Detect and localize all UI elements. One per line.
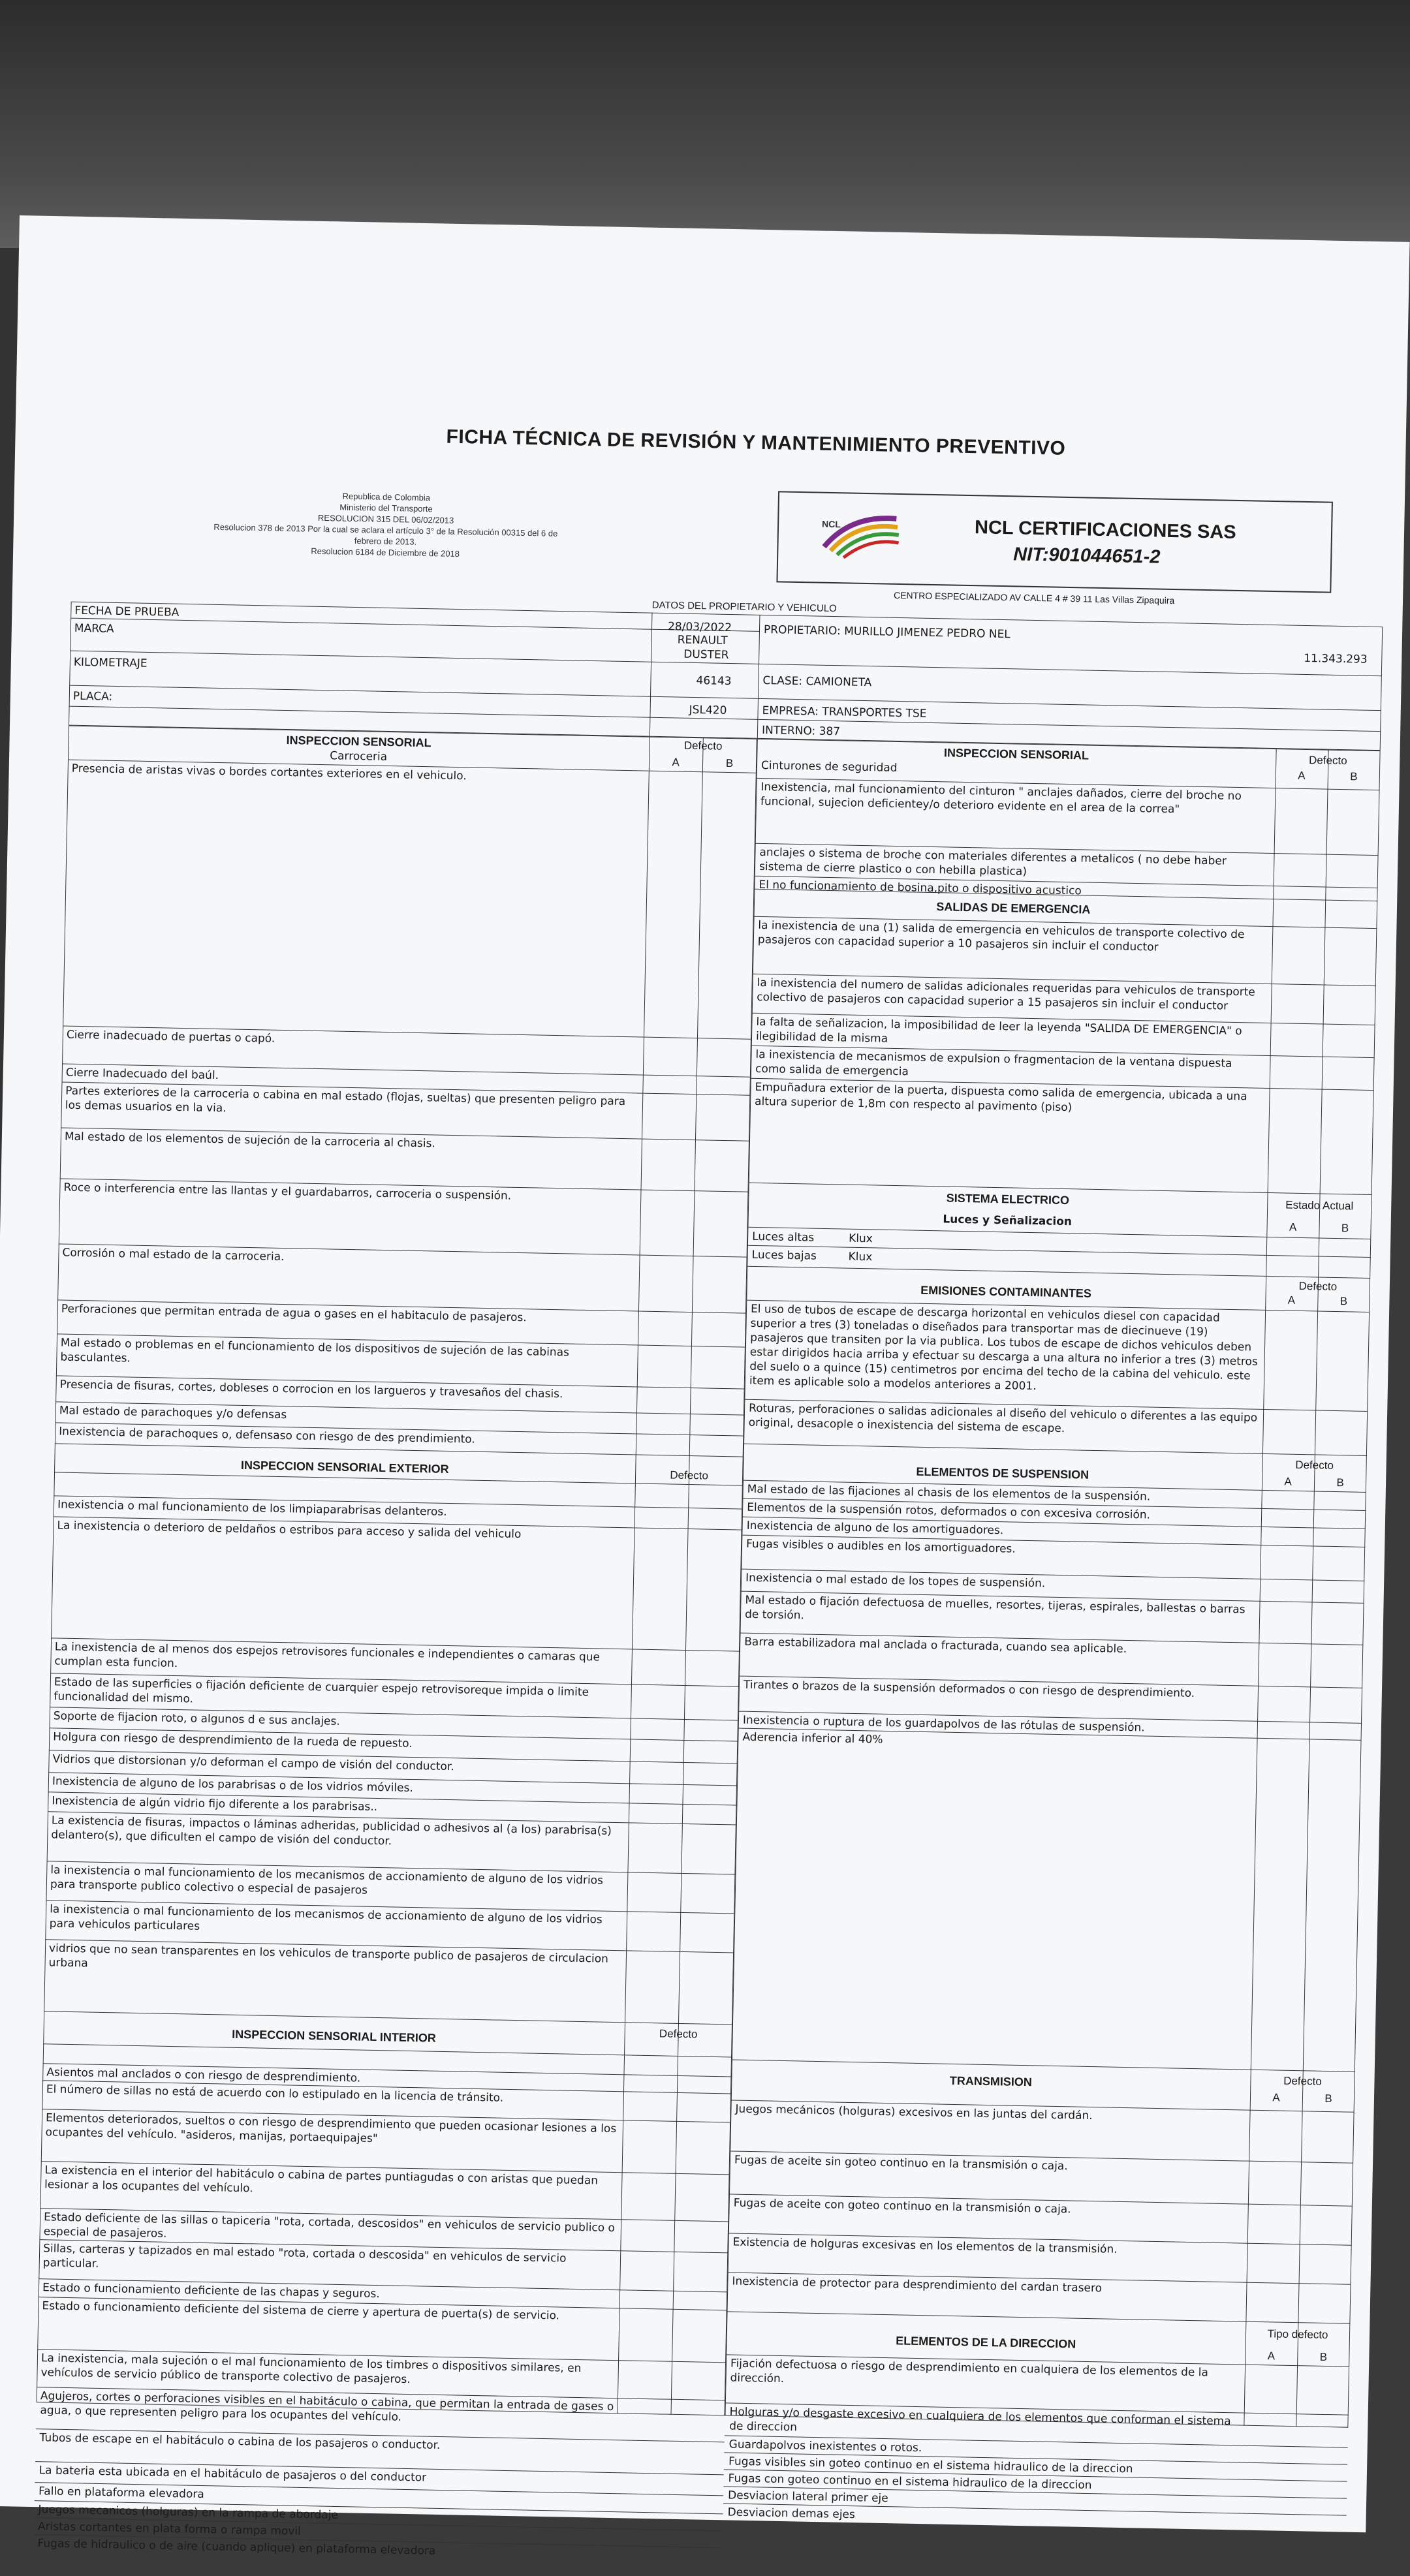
clase: CLASE: CAMIONETA bbox=[762, 674, 872, 690]
defecto-header: Defecto bbox=[659, 2027, 698, 2041]
checklist-item: anclajes o sistema de broche con materiales diferentes a metalicos ( no debe haber sistema de cierre plastico o con hebilla plastica) bbox=[759, 845, 1227, 878]
salidas-title: SALIDAS DE EMERGENCIA bbox=[936, 900, 1091, 916]
company-name: NCL CERTIFICACIONES SAS bbox=[974, 517, 1236, 543]
checklist-item: Barra estabilizadora mal anclada o fracturada, cuando sea aplicable. bbox=[744, 1635, 1127, 1656]
checklist-item: Juegos mecánicos (holguras) excesivos en las juntas del cardán. bbox=[735, 2102, 1093, 2123]
checklist-item: Fugas con goteo continuo en el sistema hidraulico de la direccion bbox=[728, 2472, 1092, 2492]
defecto-header: Defecto bbox=[670, 1468, 709, 1482]
checklist-item: Elementos deteriorados, sueltos o con riesgo de desprendimiento que pueden ocasionar lesiones a los ocupantes del vehículo. "asideros, manijas, portaequipajes" bbox=[45, 2111, 617, 2146]
checklist-item: la inexistencia o mal funcionamiento de los mecanismos de accionamiento de alguno de los vidrios para vehiculos particulares bbox=[49, 1902, 603, 1933]
col-a-label: A bbox=[1287, 1294, 1296, 1307]
checklist-item: Desviacion lateral primer eje bbox=[727, 2489, 888, 2506]
checklist-item: La inexistencia o deterioro de peldaños o estribos para acceso y salida del vehiculo bbox=[57, 1519, 522, 1542]
checklist-item: Holguras y/o desgaste excesivo en cualquiera de los elementos que conforman el sistema de direccion bbox=[728, 2405, 1231, 2434]
checklist-item: Inexistencia de parachoques o, defensaso con riesgo de des prendimiento. bbox=[59, 1425, 475, 1446]
checklist-item: Soporte de fijacion roto, o algunos d e sus anclajes. bbox=[53, 1709, 340, 1728]
defecto-header: Defecto bbox=[683, 739, 723, 753]
checklist-item: Fugas visibles o audibles en los amortiguadores. bbox=[745, 1537, 1016, 1556]
checklist-item: Asientos mal anclados o con riesgo de desprendimiento. bbox=[46, 2066, 361, 2085]
exterior-title: INSPECCION SENSORIAL EXTERIOR bbox=[240, 1458, 449, 1476]
svg-text:NCL: NCL bbox=[821, 518, 841, 530]
col-b-label: B bbox=[725, 756, 734, 770]
checklist-item: la falta de señalizacion, la imposibilidad de leer la leyenda "SALIDA DE EMERGENCIA" o ilegibilidad de la misma bbox=[755, 1015, 1242, 1046]
checklist-item: Mal estado de los elementos de sujeción de la carroceria al chasis. bbox=[64, 1130, 436, 1151]
checklist-item: Partes exteriores de la carroceria o cabina en mal estado (flojas, sueltas) que presenten peligro para los demas usuarios en la via. bbox=[65, 1084, 626, 1115]
checklist-item: Holgura con riesgo de desprendimiento de la rueda de repuesto. bbox=[53, 1730, 413, 1750]
defecto-header: Defecto bbox=[1283, 2074, 1322, 2088]
owner-section-title: DATOS DEL PROPIETARIO Y VEHICULO bbox=[651, 599, 837, 615]
checklist-item: El uso de tubos de escape de descarga horizontal en vehiculos diesel con capacidad superior a tres (3) toneladas o diseñados para transportar mas de diecinueve (19) pasajeros que transiten por la via publica. Los tubos de escape de dichos vehiculos deben estar dirigidos hacia arriba y efectuar su descarga a una altura no inferior a tres (3) metros del suelo o a quince (15) centimetros por encima del techo de la cabina del vehiculo. este item es aplicable solo a modelos anteriores a 2001. bbox=[749, 1302, 1258, 1393]
marca-model: DUSTER bbox=[683, 647, 729, 662]
suspension-title: ELEMENTOS DE SUSPENSION bbox=[916, 1465, 1089, 1482]
company-center-address: CENTRO ESPECIALIZADO AV CALLE 4 # 39 11 Las Villas Zipaquira bbox=[893, 589, 1175, 606]
checklist-item: la inexistencia de una (1) salida de emergencia en vehiculos de transporte colectivo de pasajeros con capacidad superior a 10 pasajeros sin incluir el conductor bbox=[757, 918, 1245, 954]
luces-altas: Luces altas bbox=[751, 1230, 815, 1245]
defecto-header: Defecto bbox=[1298, 1279, 1338, 1294]
defecto-header: Defecto bbox=[1308, 754, 1347, 768]
checklist-item: Sillas, carteras y tapizados en mal estado "rota, cortada o descosida" en vehiculos de servicio particular. bbox=[42, 2242, 567, 2271]
luces-altas-unit: Klux bbox=[848, 1232, 873, 1246]
company-box bbox=[776, 491, 1333, 593]
checklist-item: Inexistencia o mal funcionamiento de los limpiaparabrisas delanteros. bbox=[57, 1498, 447, 1519]
checklist-item: Perforaciones que permitan entrada de agua o gases en el habitaculo de pasajeros. bbox=[61, 1302, 527, 1325]
col-b-label: B bbox=[1319, 2350, 1328, 2364]
checklist-item: La existencia de fisuras, impactos o láminas adheridas, publicidad o adhesivos al (a los) parabrisa(s) delantero(s), que dificulten el campo de visión del conductor. bbox=[51, 1814, 612, 1848]
checklist-item: Inexistencia de alguno de los parabrisas o de los vidrios móviles. bbox=[52, 1775, 414, 1795]
interior-title: INSPECCION SENSORIAL INTERIOR bbox=[232, 2027, 437, 2045]
government-header bbox=[202, 488, 569, 561]
col-b-label: B bbox=[1324, 2092, 1332, 2105]
checklist-item: Mal estado o fijación defectuosa de muelles, resortes, tijeras, espirales, ballestas o barras de torsión. bbox=[744, 1593, 1246, 1622]
checklist-item: Inexistencia de protector para desprendimiento del cardan trasero bbox=[732, 2274, 1103, 2295]
checklist-item: La bateria esta ubicada en el habitáculo de pasajeros o del conductor bbox=[39, 2464, 427, 2485]
checklist-item: Inexistencia o ruptura de los guardapolvos de las rótulas de suspensión. bbox=[742, 1713, 1145, 1735]
checklist-item: Existencia de holguras excesivas en los elementos de la transmisión. bbox=[732, 2235, 1118, 2256]
checklist-item: Inexistencia, mal funcionamiento del cinturon " anclajes dañados, cierre del broche no funcional, sujecion deficientey/o deterioro evidente en el area de la correa" bbox=[760, 780, 1242, 816]
checklist-item: Aristas cortantes en plata forma o rampa movil bbox=[37, 2520, 302, 2538]
interno: INTERNO: 387 bbox=[761, 723, 841, 739]
luces-subtitle: Luces y Señalizacion bbox=[943, 1213, 1073, 1229]
marca-label: MARCA bbox=[74, 621, 114, 636]
checklist-item: Cierre inadecuado de puertas o capó. bbox=[66, 1028, 275, 1046]
empresa: EMPRESA: TRANSPORTES TSE bbox=[762, 704, 927, 721]
col-b-label: B bbox=[1340, 1295, 1348, 1308]
checklist-item: Inexistencia o mal estado de los topes de suspensión. bbox=[745, 1571, 1046, 1591]
checklist-item: la inexistencia o mal funcionamiento de los mecanismos de accionamiento de alguno de los vidrios para transporte publico colectivo o especial de pasajeros bbox=[50, 1863, 604, 1897]
checklist-item: Empuñadura exterior de la puerta, dispuesta como salida de emergencia, ubicada a una altura superior de 1,8m con respecto al pavimento (piso) bbox=[754, 1080, 1247, 1115]
left-table bbox=[37, 726, 757, 2416]
col-b-label: B bbox=[1341, 1222, 1349, 1235]
defecto-header: Defecto bbox=[1295, 1458, 1334, 1472]
checklist-item: Fugas de aceite sin goteo continuo en la transmisión o caja. bbox=[734, 2153, 1068, 2173]
direccion-title: ELEMENTOS DE LA DIRECCION bbox=[896, 2334, 1076, 2351]
marca-value: RENAULT bbox=[677, 633, 728, 647]
ncl-logo-icon bbox=[817, 508, 903, 561]
sheet-content bbox=[0, 215, 1397, 2558]
checklist-item: Tubos de escape en el habitáculo o cabina de los pasajeros o conductor. bbox=[39, 2431, 441, 2452]
tipo-defecto-header: Tipo defecto bbox=[1267, 2327, 1328, 2342]
checklist-item: Mal estado de parachoques y/o defensas bbox=[59, 1404, 287, 1422]
checklist-item: Estado de las superficies o fijación deficiente de cuarquier espejo retrovisoreque impida o limite funcionalidad del mismo. bbox=[54, 1675, 589, 1706]
col-a-label: A bbox=[672, 756, 680, 769]
checklist-item: El número de sillas no está de acuerdo con lo estipulado en la licencia de tránsito. bbox=[46, 2083, 504, 2105]
checklist-item: Fugas de aceite con goteo continuo en la transmisión o caja. bbox=[733, 2196, 1071, 2216]
propietario-doc: 11.343.293 bbox=[1304, 651, 1368, 666]
checklist-item: Estado deficiente de las sillas o tapiceria "rota, cortada, descosidos" en vehiculos de servicio publico o especial de pasajeros. bbox=[43, 2211, 616, 2241]
checklist-item: Estado o funcionamiento deficiente de las chapas y seguros. bbox=[42, 2281, 380, 2301]
col-b-label: B bbox=[1336, 1476, 1344, 1489]
cinturones-subtitle: Cinturones de seguridad bbox=[760, 758, 898, 775]
electrico-title: SISTEMA ELECTRICO bbox=[946, 1191, 1070, 1207]
background-dark bbox=[0, 0, 1410, 248]
gov-line: Republica de Colombia bbox=[342, 491, 431, 503]
checklist-item: Desviacion demas ejes bbox=[727, 2506, 856, 2522]
checklist-item: Tirantes o brazos de la suspensión deformados o con riesgo de desprendimiento. bbox=[743, 1678, 1195, 1700]
gov-line: Resolucion 6184 de Diciembre de 2018 bbox=[311, 546, 460, 559]
checklist-item: Estado o funcionamiento deficiente del sistema de cierre y apertura de puerta(s) de servicio. bbox=[42, 2299, 560, 2323]
checklist-item: vidrios que no sean transparentes en los vehiculos de transporte publico de pasajeros de circulacion urbana bbox=[48, 1942, 609, 1970]
fecha-value: 28/03/2022 bbox=[667, 620, 732, 635]
checklist-item: Fijación defectuosa o riesgo de desprendimiento en cualquiera de los elementos de la dirección. bbox=[730, 2357, 1209, 2386]
col-a-label: A bbox=[1289, 1220, 1297, 1234]
gov-line: Resolucion 378 de 2013 Por la cual se aclara el artículo 3° de la Resolución 00315 del 6 de febrero de 2013. bbox=[213, 521, 558, 547]
checklist-item: Inexistencia de alguno de los amortiguadores. bbox=[746, 1519, 1004, 1538]
propietario: PROPIETARIO: MURILLO JIMENEZ PEDRO NEL bbox=[763, 623, 1010, 642]
checklist-item: Roce o interferencia entre las llantas y el guardabarros, carroceria o suspensión. bbox=[63, 1181, 512, 1203]
checklist-item: La inexistencia, mala sujeción o el mal funcionamiento de los timbres o dispositivos similares, en vehículos de servicio público de transporte colectivo de pasajeros. bbox=[40, 2351, 582, 2387]
document-title: FICHA TÉCNICA DE REVISIÓN Y MANTENIMIENTO PREVENTIVO bbox=[446, 426, 1066, 459]
checklist-item: Presencia de aristas vivas o bordes cortantes exteriores en el vehiculo. bbox=[71, 762, 467, 783]
left-sensorial-title: INSPECCION SENSORIAL bbox=[286, 733, 431, 750]
checklist-item: la inexistencia de mecanismos de expulsion o fragmentacion de la ventana dispuesta como salida de emergencia bbox=[755, 1047, 1232, 1079]
checklist-item: Inexistencia de algún vidrio fijo diferente a los parabrisas.. bbox=[52, 1794, 378, 1814]
checklist-item: Mal estado o problemas en el funcionamiento de los dispositivos de sujeción de las cabinas basculantes. bbox=[60, 1336, 570, 1365]
luces-bajas: Luces bajas bbox=[751, 1248, 817, 1263]
fecha-label: FECHA DE PRUEBA bbox=[74, 604, 180, 619]
transmision-title: TRANSMISION bbox=[949, 2073, 1033, 2089]
km-value: 46143 bbox=[696, 674, 732, 689]
col-a-label: A bbox=[1284, 1475, 1292, 1488]
col-a-label: A bbox=[1272, 2091, 1280, 2104]
estado-actual-header: Estado Actual bbox=[1285, 1198, 1354, 1213]
checklist-item: Roturas, perforaciones o salidas adicionales al diseño del vehiculo o diferentes a las equipo original, desacople o inexistencia del sistema de escape. bbox=[748, 1401, 1258, 1436]
gov-line: Ministerio del Transporte bbox=[339, 502, 433, 514]
placa-label: PLACA: bbox=[72, 689, 113, 704]
right-sensorial-title: INSPECCION SENSORIAL bbox=[943, 746, 1089, 762]
checklist-item: Fugas de hidraulico o de aire (cuando aplique) en plataforma elevadora bbox=[37, 2537, 436, 2558]
company-nit: NIT:901044651-2 bbox=[1013, 544, 1161, 568]
checklist-item: Guardapolvos inexistentes o rotos. bbox=[728, 2438, 922, 2455]
checklist-item: Aderencia inferior al 40% bbox=[742, 1730, 883, 1746]
km-label: KILOMETRAJE bbox=[73, 655, 148, 670]
document-sheet bbox=[0, 215, 1410, 2558]
col-a-label: A bbox=[1298, 769, 1306, 782]
checklist-item: El no funcionamiento de bosina,pito o dispositivo acustico bbox=[759, 878, 1082, 898]
checklist-item: Agujeros, cortes o perforaciones visibles en el habitáculo o cabina, que permitan la entrada de gases o agua, o que representen peligro para los ocupantes del vehículo. bbox=[40, 2389, 614, 2424]
checklist-item: La existencia en el interior del habitáculo o cabina de partes puntiagudas o con aristas que puedan lesionar a los ocupantes del vehículo. bbox=[44, 2164, 599, 2196]
luces-bajas-unit: Klux bbox=[848, 1250, 873, 1264]
checklist-item: Presencia de fisuras, cortes, dobleses o corrocion en los largueros y travesaños del chasis. bbox=[59, 1378, 563, 1401]
checklist-item: Vidrios que distorsionan y/o deforman el campo de visión del conductor. bbox=[52, 1752, 454, 1774]
checklist-item: Elementos de la suspensión rotos, deformados o con excesiva corrosión. bbox=[747, 1500, 1151, 1522]
gov-line: RESOLUCION 315 DEL 06/02/2013 bbox=[317, 512, 454, 525]
checklist-item: Fallo en plataforma elevadora bbox=[38, 2485, 204, 2502]
checklist-item: Mal estado de las fijaciones al chasis de los elementos de la suspensión. bbox=[747, 1482, 1151, 1504]
checklist-item: La inexistencia de al menos dos espejos retrovisores funcionales e independientes o camaras que cumplan esta funcion. bbox=[54, 1640, 601, 1671]
col-a-label: A bbox=[1267, 2350, 1276, 2363]
checklist-item: Fugas visibles sin goteo continuo en el sistema hidraulico de la direccion bbox=[728, 2455, 1133, 2476]
checklist-item: la inexistencia del numero de salidas adicionales requeridas para vehiculos de transporte colectivo de pasajeros con capacidad superior a 15 pasajeros sin incluir el conductor bbox=[757, 976, 1256, 1013]
emisiones-title: EMISIONES CONTAMINANTES bbox=[920, 1283, 1092, 1300]
placa-value: JSL420 bbox=[689, 703, 727, 717]
carroceria-subtitle: Carroceria bbox=[330, 749, 388, 764]
checklist-item: Corrosión o mal estado de la carroceria. bbox=[62, 1246, 285, 1264]
checklist-item: Juegos mecanicos (holguras) en la rampa de abordaje bbox=[38, 2503, 339, 2522]
col-b-label: B bbox=[1350, 770, 1358, 783]
checklist-item: Cierre Inadecuado del baúl. bbox=[65, 1066, 219, 1083]
